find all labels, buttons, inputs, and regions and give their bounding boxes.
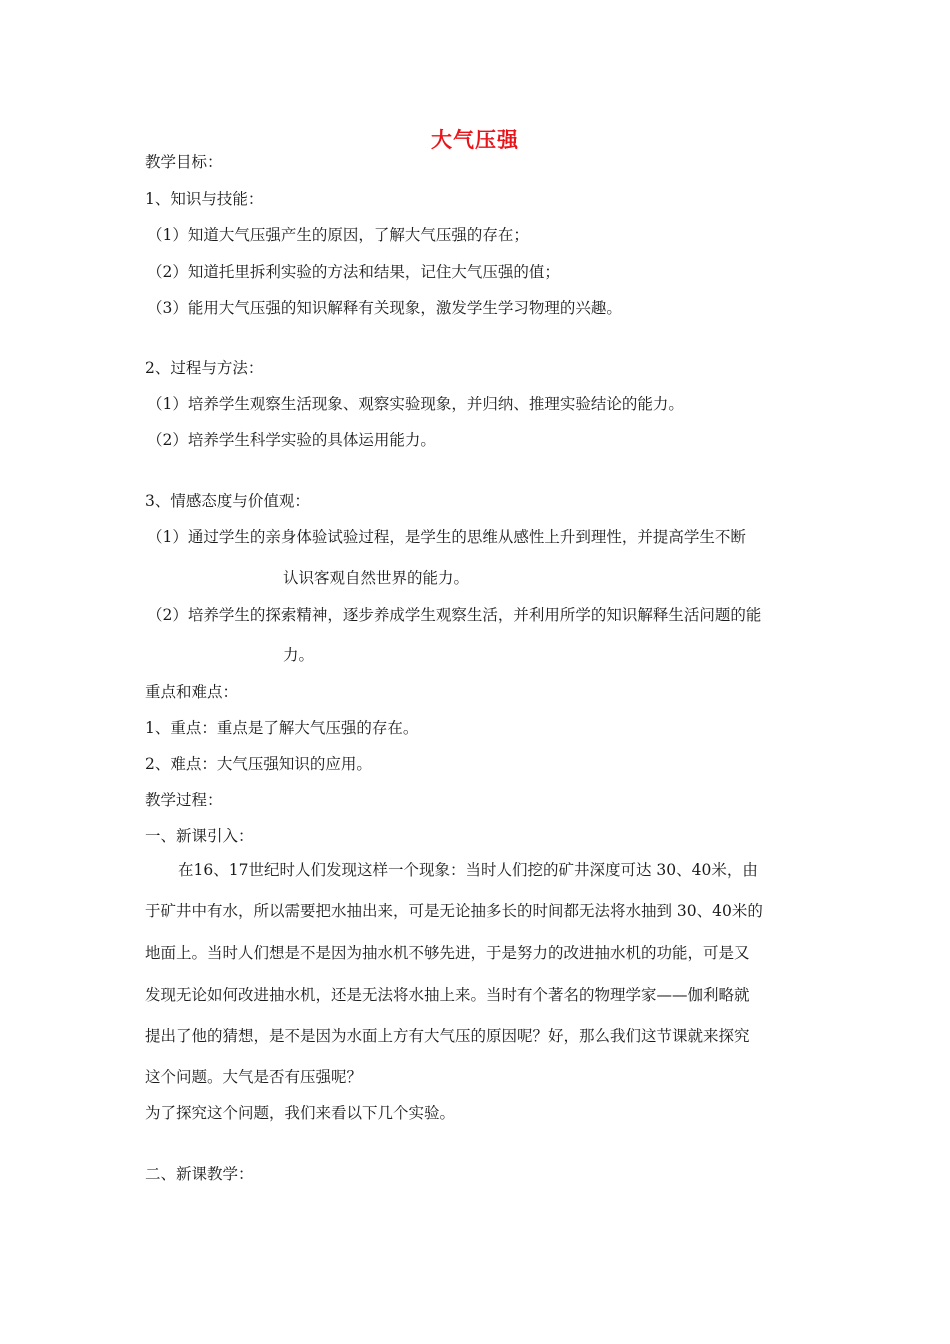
heading-knowledge-skills: 1、知识与技能：	[145, 190, 264, 208]
heading-teaching-process: 教学过程：	[145, 791, 223, 809]
heading-new-lesson: 二、新课教学：	[145, 1165, 254, 1183]
page-title: 大气压强	[431, 128, 519, 152]
heading-emotion-values: 3、情感态度与价值观：	[145, 492, 310, 510]
paragraph-line: 于矿井中有水，所以需要把水抽出来，可是无论抽多长的时间都无法将水抽到 30、40米的	[145, 902, 763, 920]
heading-intro: 一、新课引入：	[145, 827, 254, 845]
text-line: 认识客观自然世界的能力。	[283, 569, 470, 587]
text-line: （3）能用大气压强的知识解释有关现象，激发学生学习物理的兴趣。	[147, 299, 622, 317]
paragraph-line: 为了探究这个问题，我们来看以下几个实验。	[145, 1104, 456, 1122]
text-line: （1）培养学生观察生活现象、观察实验现象，并归纳、推理实验结论的能力。	[147, 395, 684, 413]
text-line: （2）知道托里拆利实验的方法和结果，记住大气压强的值；	[147, 263, 560, 281]
text-line: （2）培养学生科学实验的具体运用能力。	[147, 431, 436, 449]
paragraph-line: 提出了他的猜想，是不是因为水面上方有大气压的原因呢？好，那么我们这节课就来探究	[145, 1027, 750, 1045]
heading-process-methods: 2、过程与方法：	[145, 359, 264, 377]
paragraph-line: 地面上。当时人们想是不是因为抽水机不够先进，于是努力的改进抽水机的功能，可是又	[145, 944, 750, 962]
text-line: 1、重点：重点是了解大气压强的存在。	[145, 719, 419, 737]
heading-key-points: 重点和难点：	[145, 683, 239, 701]
heading-teaching-goals: 教学目标：	[145, 153, 223, 171]
text-line: （2）培养学生的探索精神，逐步养成学生观察生活，并利用所学的知识解释生活问题的能	[147, 606, 762, 624]
text-line: 2、难点：大气压强知识的应用。	[145, 755, 372, 773]
paragraph-line: 发现无论如何改进抽水机，还是无法将水抽上来。当时有个著名的物理学家——伽利略就	[145, 986, 750, 1004]
text-line: （1）知道大气压强产生的原因，了解大气压强的存在；	[147, 226, 529, 244]
paragraph-line: 这个问题。大气是否有压强呢？	[145, 1068, 363, 1086]
text-line: （1）通过学生的亲身体验试验过程，是学生的思维从感性上升到理性，并提高学生不断	[147, 528, 746, 546]
text-line: 力。	[283, 646, 315, 664]
paragraph-line: 在16、17世纪时人们发现这样一个现象：当时人们挖的矿井深度可达 30、40米，由	[178, 861, 758, 879]
